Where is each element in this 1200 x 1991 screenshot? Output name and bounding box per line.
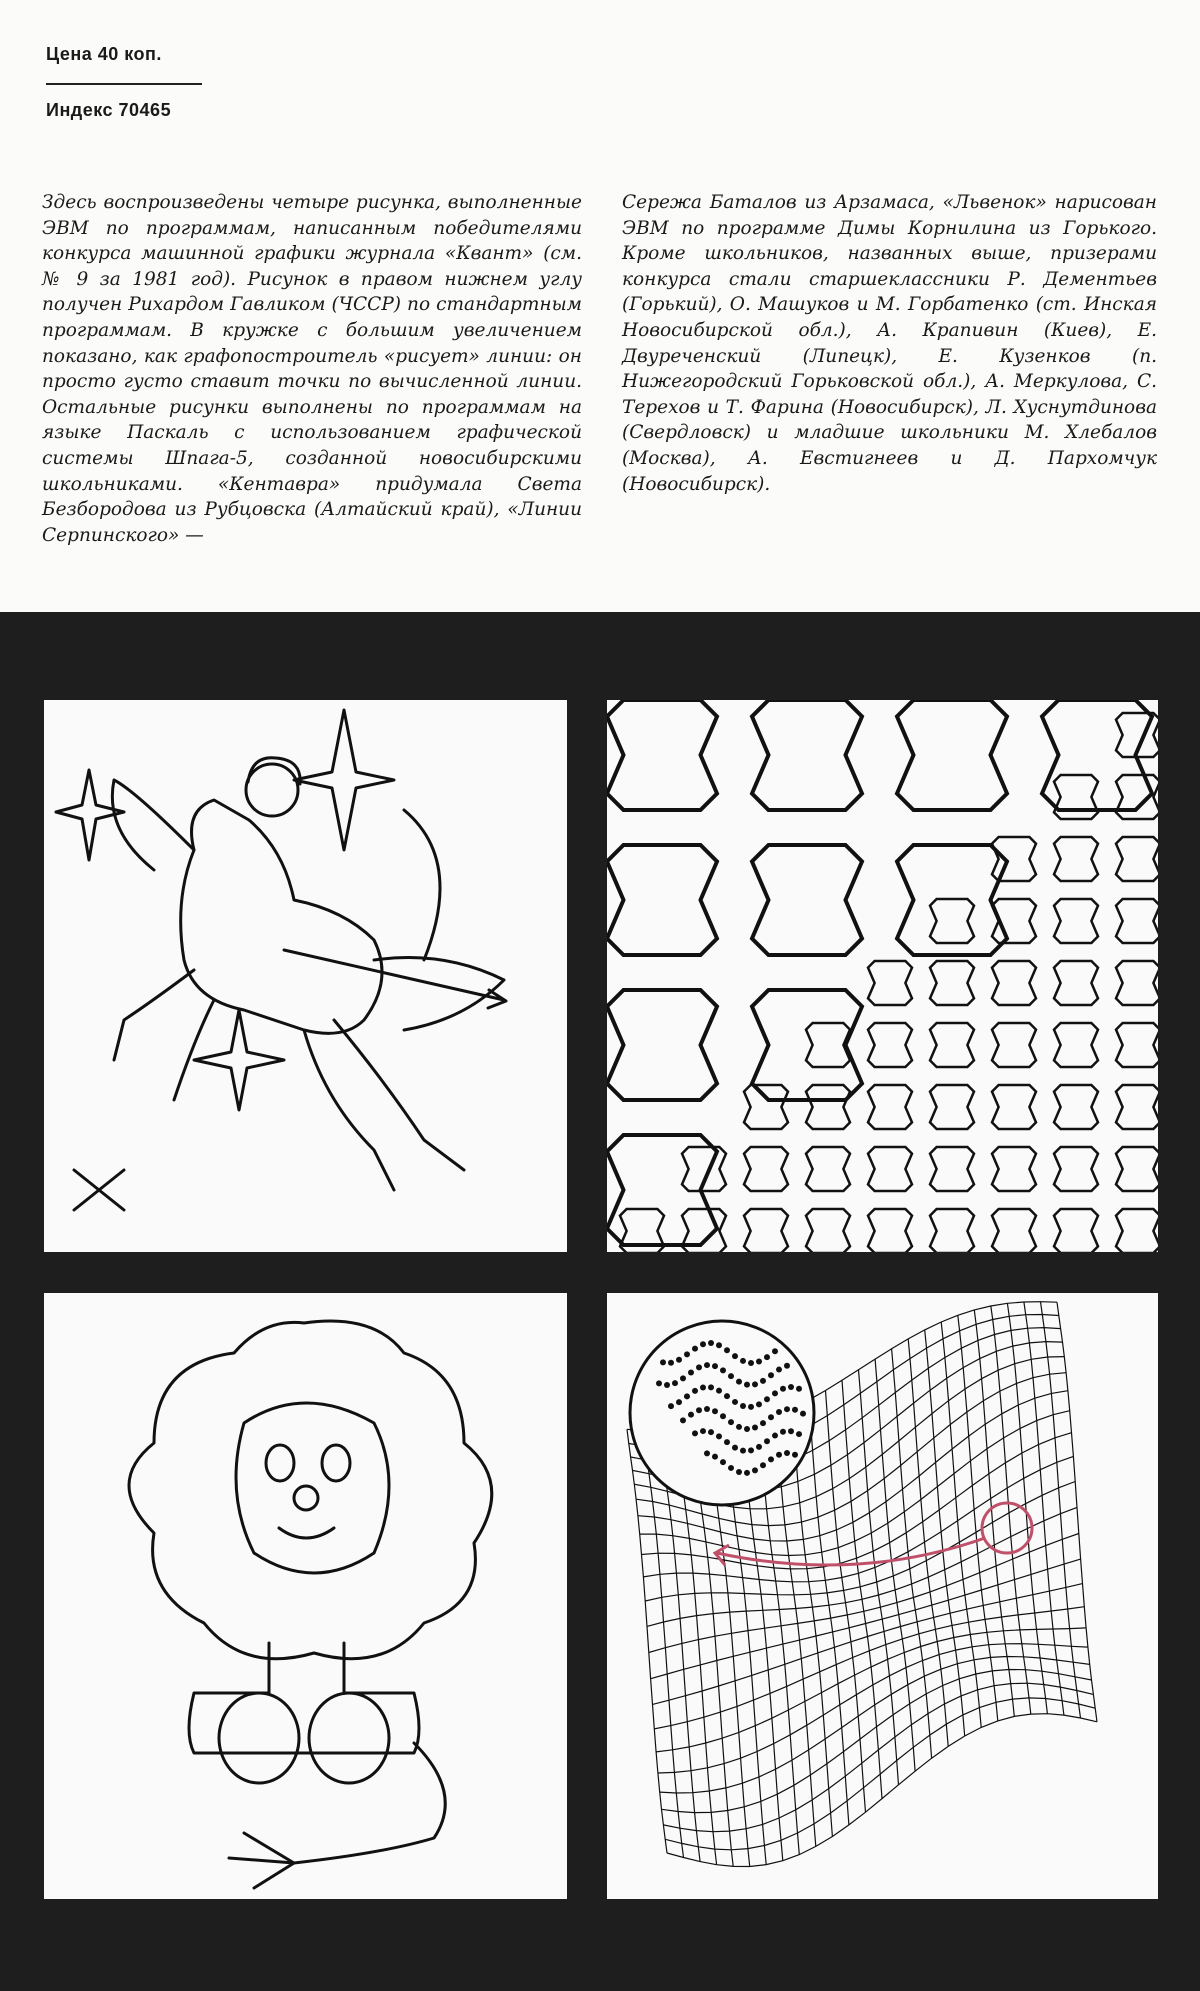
plotter-dot [700, 1428, 706, 1434]
plotter-dot [688, 1369, 694, 1375]
mesh-line [651, 1559, 1081, 1679]
plotter-dot [776, 1367, 782, 1373]
plotter-dot [732, 1353, 738, 1359]
surface-picture [607, 1293, 1158, 1899]
plotter-dot [660, 1359, 666, 1365]
plotter-dot [780, 1386, 786, 1392]
curve-tile [868, 961, 912, 1005]
curve-tile [992, 1147, 1036, 1191]
plotter-dot [712, 1408, 718, 1414]
plotter-dot [740, 1358, 746, 1364]
centaur-arm [112, 780, 194, 870]
mesh-line [859, 1370, 899, 1785]
curve-tile [930, 1147, 974, 1191]
plotter-dot [772, 1348, 778, 1354]
curve-tile [806, 1023, 850, 1067]
plotter-dot [744, 1426, 750, 1432]
centaur-picture [44, 700, 567, 1252]
plotter-dot [796, 1386, 802, 1392]
plotter-dot [732, 1445, 738, 1451]
plotter-dot [744, 1470, 750, 1476]
plotter-dot [684, 1351, 690, 1357]
curve-tile [1116, 899, 1158, 943]
plotter-dot [764, 1396, 770, 1402]
plotter-dot [752, 1425, 758, 1431]
lion-eye [322, 1445, 350, 1481]
plotter-dot [776, 1409, 782, 1415]
curve-tile [607, 990, 717, 1100]
mesh-line [667, 1714, 1097, 1867]
plotter-dot [736, 1379, 742, 1385]
curve-tile [868, 1023, 912, 1067]
curve-tile [1054, 1209, 1098, 1252]
plotter-dot [724, 1393, 730, 1399]
star-shape [294, 710, 394, 850]
plotter-dot [700, 1384, 706, 1390]
plotter-dot [756, 1359, 762, 1365]
plotter-dot [692, 1346, 698, 1352]
curve-tile [1054, 1023, 1098, 1067]
curve-tile [1054, 1147, 1098, 1191]
plotter-dot [700, 1341, 706, 1347]
centaur-head [246, 764, 298, 816]
lion-paw [219, 1693, 299, 1783]
mesh-line [627, 1429, 667, 1853]
plotter-dot [728, 1419, 734, 1425]
plotter-dot [704, 1406, 710, 1412]
centaur-drawing [44, 700, 567, 1252]
plotter-dot [780, 1429, 786, 1435]
plotter-dot [760, 1462, 766, 1468]
curve-tile [806, 1209, 850, 1252]
curve-tile [992, 1085, 1036, 1129]
plotter-dot [760, 1420, 766, 1426]
plotter-dot [744, 1382, 750, 1388]
curve-tile [1116, 961, 1158, 1005]
divider [46, 83, 202, 85]
mesh-line [809, 1400, 849, 1825]
plotter-dot [684, 1393, 690, 1399]
bow [404, 810, 440, 960]
curve-tile [992, 837, 1036, 881]
curve-tile [992, 961, 1036, 1005]
curve-tile [868, 1209, 912, 1252]
plotter-dot [692, 1430, 698, 1436]
plotter-dot [712, 1363, 718, 1369]
lion-body [189, 1643, 419, 1753]
plotter-dot [760, 1378, 766, 1384]
plotter-dot [768, 1414, 774, 1420]
lion-tail-tuft [229, 1833, 294, 1888]
plotter-dot [788, 1428, 794, 1434]
plotter-dot [784, 1450, 790, 1456]
plotter-dot [728, 1373, 734, 1379]
lion-cub-drawing [44, 1293, 567, 1899]
curve-tile [1116, 1209, 1158, 1252]
curve-tile [930, 961, 974, 1005]
lion-tail [294, 1743, 445, 1863]
plotter-dot [720, 1413, 726, 1419]
curve-tile [607, 700, 717, 810]
plotter-dot [708, 1429, 714, 1435]
plotter-dot [688, 1412, 694, 1418]
price-label: Цена 40 коп. [46, 44, 162, 64]
plotter-dot [764, 1354, 770, 1360]
plotter-dot [768, 1456, 774, 1462]
sierpinski-curve [607, 700, 1158, 1252]
plotter-dot [788, 1384, 794, 1390]
curve-tile [1054, 1085, 1098, 1129]
curve-tile [1054, 961, 1098, 1005]
curve-tile [930, 1209, 974, 1252]
mesh-line [1057, 1302, 1097, 1722]
plotter-dot [704, 1362, 710, 1368]
star-shape [194, 1010, 284, 1110]
curve-tile [607, 845, 717, 955]
plotter-dot [672, 1380, 678, 1386]
lion-nose [294, 1486, 318, 1510]
curve-tile [806, 1085, 850, 1129]
plotter-dot [740, 1403, 746, 1409]
plotter-dot [792, 1452, 798, 1458]
mesh-line [792, 1409, 832, 1837]
wire-surface-plot [607, 1293, 1158, 1899]
plotter-dot [796, 1431, 802, 1437]
caption-column-right: Сережа Баталов из Арзамаса, «Львенок» нарисован ЭВМ по программе Димы Корнилина из Горького. Кроме школьников, названных выше, призерами конкурса стали старшеклассники Р. Дементьев (Горький), О. Машуков и М. Горбатенко (ст. Инская Новосибирской обл.), А. Крапивин (Киев), Е. Двуреченский (Липецк), Е. Кузенков (п. Нижегородский Горьковской обл.), А. Меркулова, С. Терехов и Т. Фарина (Новосибирск), Л. Хуснутдинова (Свердловск) и младшие школьники М. Хлебалов (Москва), А. Евстигнеев и Д. Пархомчук (Новосибирск). [622, 192, 1157, 495]
curve-tile [930, 1085, 974, 1129]
magnifier-circle [630, 1321, 814, 1505]
plotter-dot [764, 1438, 770, 1444]
plotter-dot [740, 1448, 746, 1454]
mesh-line [647, 1507, 1077, 1626]
plotter-dot [708, 1340, 714, 1346]
plotter-dot [716, 1342, 722, 1348]
plotter-dot [704, 1450, 710, 1456]
plotter-dot [736, 1424, 742, 1430]
plotter-dot [756, 1401, 762, 1407]
centaur-body [181, 800, 382, 1033]
curve-tile [992, 1023, 1036, 1067]
plotter-dot [680, 1375, 686, 1381]
curve-tile [1116, 1085, 1158, 1129]
curve-tile [1116, 775, 1158, 819]
plotter-dot [768, 1372, 774, 1378]
plotter-dot [692, 1388, 698, 1394]
plotter-dot [756, 1444, 762, 1450]
plotter-dot [716, 1433, 722, 1439]
plotter-dot [724, 1439, 730, 1445]
curve-tile [1054, 899, 1098, 943]
plotter-dot [748, 1404, 754, 1410]
curve-tile [868, 1147, 912, 1191]
curve-tile [744, 1085, 788, 1129]
text-section [0, 0, 1200, 612]
plotter-dot [800, 1411, 806, 1417]
sierpinski-picture [607, 700, 1158, 1252]
curve-tile [897, 700, 1007, 810]
mesh-line [1041, 1302, 1081, 1718]
plotter-dot [656, 1380, 662, 1386]
plotter-dot [680, 1417, 686, 1423]
centaur-leg [334, 1020, 464, 1170]
caption-column-left: Здесь воспроизведены четыре рисунка, выполненные ЭВМ по программам, написанным победителями конкурса машинной графики журнала «Квант» (см. № 9 за 1981 год). Рисунок в правом нижнем углу получен Рихардом Гавликом (ЧССР) по стандартным программам. В кружке с большим увеличением показано, как графопостроитель «рисует» линии: он просто густо ставит точки по вычисленной линии. Остальные рисунки выполнены по программам на языке Паскаль с использованием графической системы Шпага-5, созданной новосибирскими школьниками. «Кентавра» придумала Света Безбородова из Рубцовска (Алтайский край), «Линии Серпинского» — [42, 192, 582, 546]
curve-tile [992, 1209, 1036, 1252]
plotter-dot [732, 1399, 738, 1405]
plotter-dot [708, 1384, 714, 1390]
mesh-line [1007, 1303, 1047, 1713]
plotter-dot [748, 1447, 754, 1453]
curve-tile [806, 1147, 850, 1191]
curve-tile [752, 700, 862, 810]
plotter-dot [720, 1367, 726, 1373]
plotter-dot [712, 1454, 718, 1460]
plotter-dot [728, 1465, 734, 1471]
plotter-dot [748, 1360, 754, 1366]
index-label: Индекс 70465 [46, 100, 172, 120]
lion-eye [266, 1445, 294, 1481]
centaur-leg [114, 970, 194, 1060]
mesh-line [1024, 1302, 1064, 1715]
curve-tile [1116, 837, 1158, 881]
plotter-dot [696, 1407, 702, 1413]
centaur-leg [174, 1000, 214, 1100]
plotter-dot [752, 1467, 758, 1473]
plotter-dot [792, 1407, 798, 1413]
zoom-target-circle [982, 1503, 1032, 1553]
curve-tile [752, 990, 862, 1100]
curve-tile [744, 1209, 788, 1252]
curve-tile [752, 845, 862, 955]
curve-tile [744, 1147, 788, 1191]
plotter-dot [772, 1390, 778, 1396]
curve-tile [930, 899, 974, 943]
curve-tile [992, 899, 1036, 943]
centaur-tail [374, 958, 504, 1031]
plotter-dot [696, 1364, 702, 1370]
centaur-leg [304, 1030, 394, 1190]
plotter-dot [664, 1382, 670, 1388]
plotter-dot [676, 1399, 682, 1405]
plotter-dot [752, 1381, 758, 1387]
curve-tile [868, 1085, 912, 1129]
plotter-dot [784, 1406, 790, 1412]
plotter-dot [676, 1357, 682, 1363]
plotter-dot [724, 1347, 730, 1353]
mesh-line [826, 1391, 866, 1813]
curve-tile [1054, 775, 1098, 819]
curve-tile [1054, 837, 1098, 881]
lion-paw [309, 1693, 389, 1783]
lion-mouth [279, 1528, 334, 1538]
plotter-dot [668, 1403, 674, 1409]
plotter-dot [716, 1388, 722, 1394]
plotter-dot [772, 1433, 778, 1439]
cross-mark [74, 1170, 124, 1210]
lion-mane [129, 1321, 492, 1659]
plotter-dot [776, 1452, 782, 1458]
plotter-dot [784, 1363, 790, 1369]
curve-tile [930, 1023, 974, 1067]
curve-tile [1116, 1023, 1158, 1067]
curve-tile [1116, 1147, 1158, 1191]
lion-picture [44, 1293, 567, 1899]
plotter-dot [668, 1360, 674, 1366]
plotter-dot [736, 1469, 742, 1475]
plotter-dot [720, 1459, 726, 1465]
